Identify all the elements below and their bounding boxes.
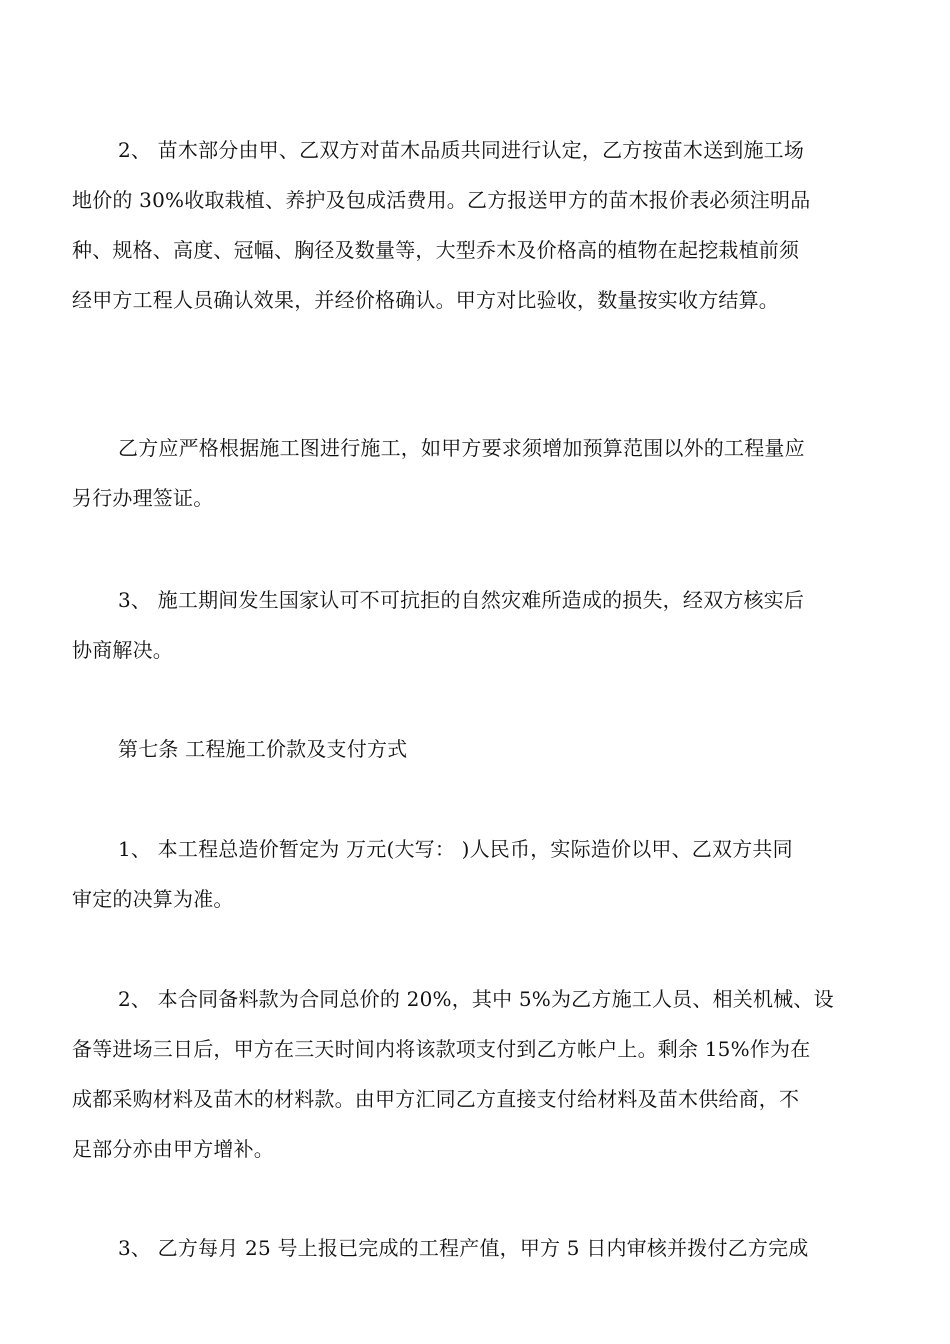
text-line: 地价的 30%收取栽植、养护及包成活费用。乙方报送甲方的苗木报价表必须注明品 [72,188,811,212]
text-line: 3、 乙方每月 25 号上报已完成的工程产值，甲方 5 日内审核并拨付乙方完成 [118,1236,809,1260]
text-line: 2、 苗木部分由甲、乙双方对苗木品质共同进行认定，乙方按苗木送到施工场 [118,138,805,162]
text-line: 成都采购材料及苗木的材料款。由甲方汇同乙方直接支付给材料及苗木供给商，不 [72,1087,800,1111]
text-line: 足部分亦由甲方增补。 [72,1137,274,1161]
text-line: 经甲方工程人员确认效果，并经价格确认。甲方对比验收，数量按实收方结算。 [72,288,779,312]
text-line: 2、 本合同备料款为合同总价的 20%，其中 5%为乙方施工人员、相关机械、设 [118,987,834,1011]
text-line: 另行办理签证。 [72,486,214,510]
text-line: 3、 施工期间发生国家认可不可抗拒的自然灾难所造成的损失，经双方核实后 [118,588,805,612]
text-line: 种、规格、高度、冠幅、胸径及数量等，大型乔木及价格高的植物在起挖栽植前须 [72,238,800,262]
text-line: 1、 本工程总造价暂定为 万元(大写： )人民币，实际造价以甲、乙双方共同 [118,837,793,861]
text-line: 乙方应严格根据施工图进行施工，如甲方要求须增加预算范围以外的工程量应 [118,436,805,460]
text-line: 审定的决算为准。 [72,887,234,911]
text-line: 协商解决。 [72,638,173,662]
section-heading: 第七条 工程施工价款及支付方式 [118,737,408,761]
text-line: 备等进场三日后，甲方在三天时间内将该款项支付到乙方帐户上。剩余 15%作为在 [72,1037,811,1061]
